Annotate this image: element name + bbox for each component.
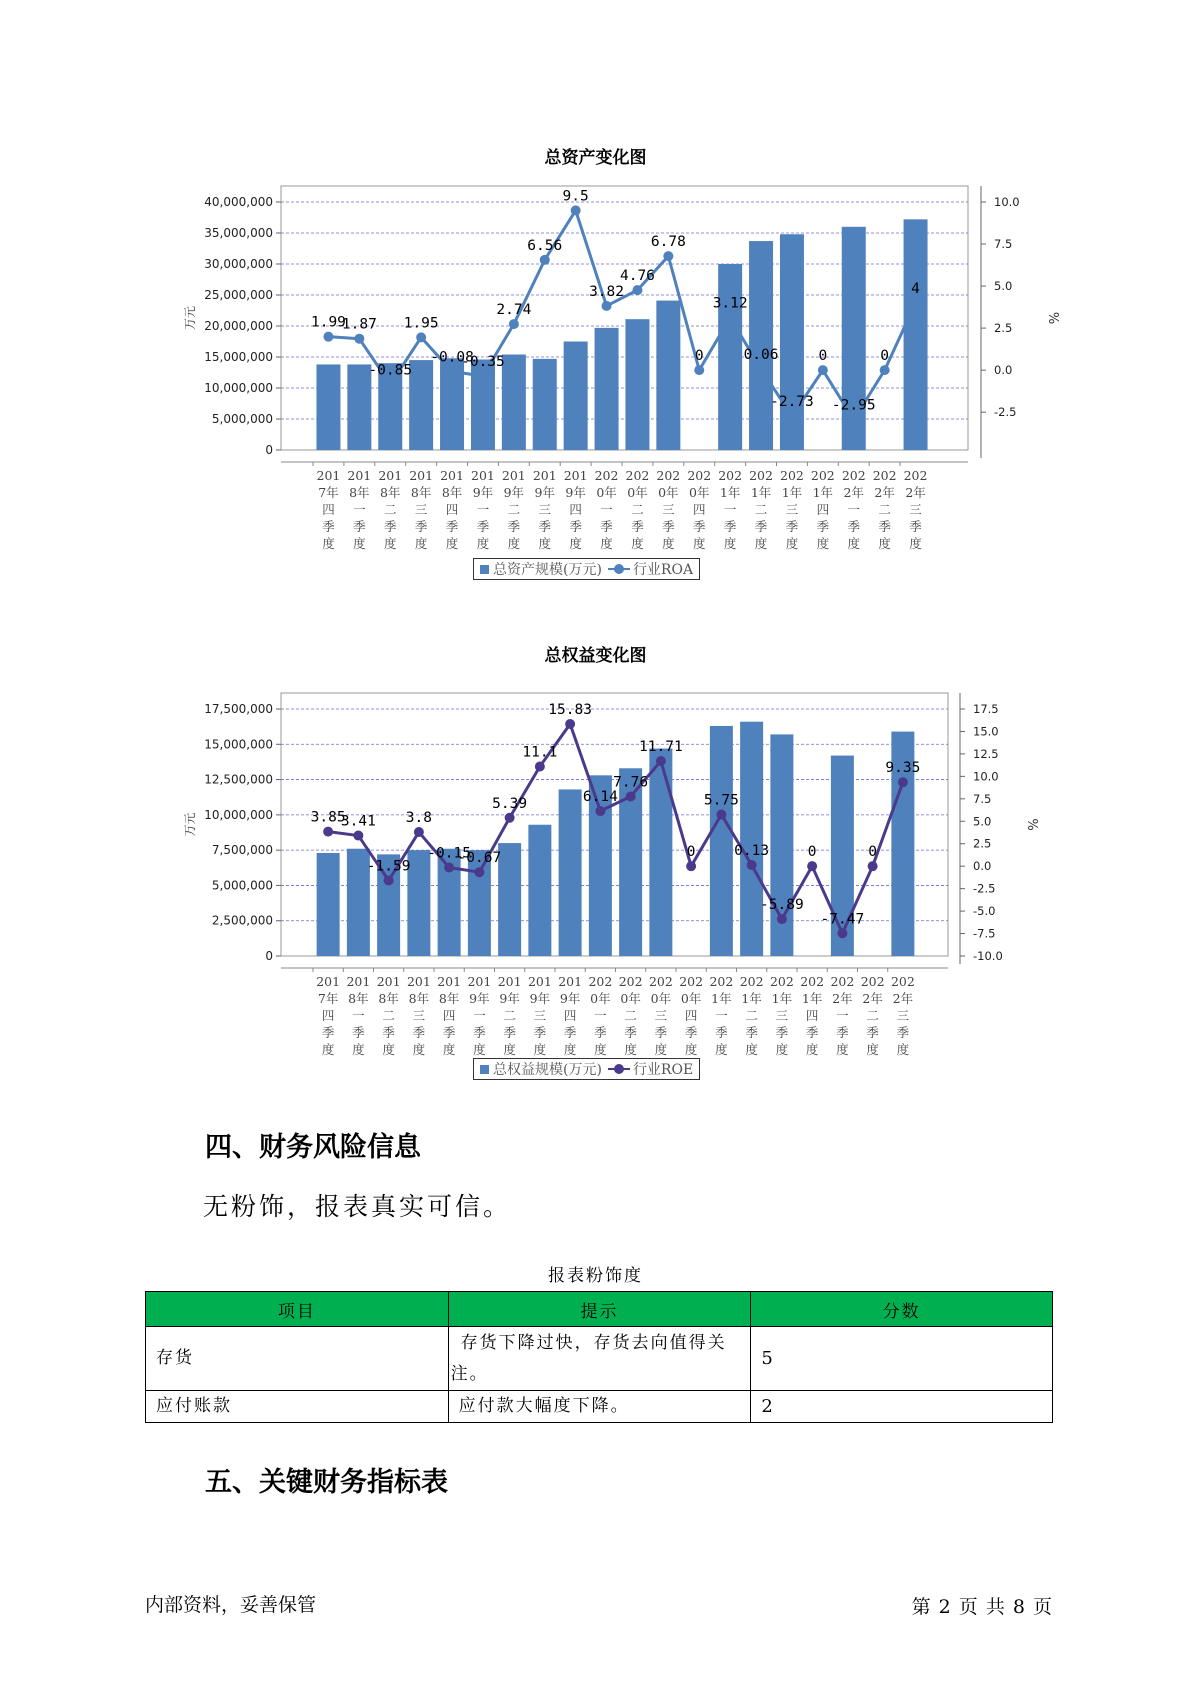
data-label: 5.39: [492, 795, 528, 812]
row-score: 2: [751, 1391, 1053, 1423]
data-label: -0.08: [430, 349, 474, 366]
line-point: [478, 371, 488, 381]
left-tick-label: 25,000,000: [204, 288, 273, 302]
data-label: 9.5: [562, 188, 589, 205]
line-point: [686, 861, 696, 871]
header-hint: 提示: [448, 1292, 751, 1327]
data-label: 1.99: [310, 314, 346, 331]
left-tick-label: 2,500,000: [211, 913, 273, 928]
left-tick-label: 20,000,000: [204, 319, 273, 333]
row-item: 存货: [146, 1327, 449, 1391]
left-tick-label: 10,000,000: [204, 807, 273, 822]
line-point: [444, 863, 454, 873]
category-tick-label: 202 1年一季度: [718, 468, 743, 551]
line-point: [535, 761, 545, 771]
category-tick-label: 202 1年三季度: [769, 974, 794, 1057]
data-label: 0: [818, 348, 828, 365]
line-point: [632, 285, 642, 295]
line-point: [323, 827, 333, 837]
right-tick-label: -10.0: [973, 949, 1003, 963]
data-label: 3.8: [405, 810, 432, 827]
category-tick-label: 202 0年一季度: [588, 974, 613, 1057]
data-label: -0.35: [461, 354, 505, 371]
line-point: [818, 365, 828, 375]
data-label: 4: [911, 280, 920, 297]
left-tick-label: 0: [265, 949, 273, 963]
chart-title-total-assets: 总资产变化图: [544, 148, 647, 168]
data-label: 1.87: [341, 316, 377, 333]
line-point: [911, 298, 921, 308]
left-tick-label: 5,000,000: [211, 412, 273, 426]
left-tick-label: 15,000,000: [204, 350, 273, 364]
category-tick-label: 202 0年一季度: [594, 468, 619, 551]
right-tick-label: -2.5: [994, 405, 1017, 420]
data-label: 0: [868, 844, 877, 861]
category-tick-label: 201 8年三季度: [409, 468, 434, 551]
right-tick-label: 0.0: [994, 363, 1013, 378]
data-label: 9.35: [885, 760, 921, 777]
row-score: 5: [751, 1327, 1053, 1391]
right-tick-label: 0.0: [973, 859, 992, 874]
data-label: 1.95: [403, 315, 439, 332]
left-tick-label: 12,500,000: [204, 772, 273, 787]
category-tick-label: 201 8年二季度: [378, 468, 403, 551]
bar: [533, 359, 557, 450]
data-label: 0: [880, 348, 890, 365]
left-tick-label: 40,000,000: [204, 195, 273, 209]
bar: [656, 301, 680, 450]
line-point: [716, 810, 726, 820]
right-tick-label: 10.0: [973, 769, 999, 784]
data-label: 3.41: [340, 813, 376, 830]
line-point: [626, 791, 636, 801]
category-tick-label: 201 8年四季度: [440, 468, 464, 551]
table-caption: 报表粉饰度: [548, 1266, 643, 1286]
data-label: 3.12: [712, 295, 748, 312]
line-point: [656, 756, 666, 766]
data-label: 11.71: [639, 739, 683, 756]
section-4-text: 无粉饰，报表真实可信。: [203, 1192, 512, 1221]
data-label: -0.15: [427, 845, 471, 862]
line-point: [868, 861, 878, 871]
line-point: [837, 928, 847, 938]
data-label: -5.89: [760, 897, 804, 914]
left-tick-label: 0: [265, 443, 273, 457]
legend-bar-label: 总资产规模(万元): [493, 562, 602, 578]
line-point: [353, 831, 363, 841]
bar: [740, 722, 763, 956]
left-axis-title: 万元: [183, 812, 197, 837]
line-point: [505, 813, 515, 823]
row-hint: 应付款大幅度下降。: [448, 1391, 751, 1423]
line-point: [540, 255, 550, 265]
legend-bar-label: 总权益规模(万元): [493, 1062, 602, 1078]
chart-legend-assets: [473, 558, 700, 580]
line-point: [747, 860, 757, 870]
legend-line-label: 行业ROE: [632, 1062, 694, 1078]
bar: [316, 364, 340, 450]
data-label: -7.47: [820, 911, 865, 928]
category-tick-label: 202 0年二季度: [625, 468, 650, 551]
right-tick-label: 7.5: [994, 237, 1013, 252]
data-label: -1.59: [366, 858, 411, 875]
line-point: [807, 861, 817, 871]
bar: [649, 749, 672, 956]
right-tick-label: 10.0: [994, 195, 1020, 209]
header-score: 分数: [751, 1292, 1053, 1327]
category-tick-label: 202 1年四季度: [810, 468, 835, 551]
total-assets-chart: [0, 170, 1191, 565]
category-tick-label: 202 2年二季度: [872, 468, 897, 551]
line-legend-swatch: [608, 564, 630, 574]
table-row: [146, 1327, 1053, 1391]
right-tick-label: 17.5: [973, 702, 999, 716]
legend-line-label: 行业ROA: [632, 562, 694, 578]
line-point: [777, 914, 787, 924]
data-label: 5.75: [703, 792, 739, 809]
line-point: [354, 334, 364, 344]
category-tick-label: 201 8年一季度: [347, 468, 372, 551]
right-tick-label: 2.5: [994, 321, 1013, 336]
right-tick-label: 5.0: [994, 279, 1013, 294]
line-point: [663, 251, 673, 261]
bar: [498, 843, 521, 956]
category-tick-label: 201 7年四季度: [316, 974, 341, 1057]
category-tick-label: 202 0年三季度: [656, 468, 681, 551]
bar: [564, 342, 588, 451]
category-tick-label: 202 0年二季度: [618, 974, 643, 1057]
data-label: 3.85: [310, 809, 346, 826]
category-tick-label: 202 2年三季度: [903, 468, 928, 551]
line-point: [447, 366, 457, 376]
data-label: 6.56: [527, 237, 563, 254]
line-point: [509, 319, 519, 329]
category-tick-label: 201 9年四季度: [563, 468, 588, 551]
category-tick-label: 202 0年四季度: [687, 468, 712, 551]
data-label: 6.78: [650, 234, 686, 251]
category-tick-label: 202 0年四季度: [679, 974, 704, 1057]
line-point: [414, 827, 424, 837]
bar: [528, 825, 551, 956]
data-label: 0: [807, 844, 817, 861]
right-tick-label: 5.0: [973, 814, 992, 829]
whitewash-table: [145, 1291, 1053, 1423]
category-tick-label: 201 9年三季度: [527, 974, 552, 1057]
right-axis-title: %: [1045, 311, 1060, 325]
category-tick-label: 202 0年三季度: [648, 974, 673, 1057]
table-header-row: [146, 1292, 1053, 1327]
line-point: [474, 867, 484, 877]
chart-title-total-equity: 总权益变化图: [544, 646, 647, 666]
line-point: [602, 301, 612, 311]
line-point: [571, 205, 581, 215]
category-tick-label: 202 1年三季度: [780, 468, 804, 551]
section-5-heading: 五、关键财务指标表: [205, 1467, 448, 1498]
header-item: 项目: [146, 1292, 449, 1327]
line-point: [725, 313, 735, 323]
line-point: [385, 379, 395, 389]
bar: [625, 319, 649, 450]
category-tick-label: 201 8年二季度: [376, 974, 401, 1057]
right-axis-title: %: [1024, 818, 1039, 831]
bar: [595, 328, 619, 450]
category-tick-label: 202 1年一季度: [709, 974, 734, 1057]
category-tick-label: 202 1年四季度: [800, 974, 825, 1057]
data-label: 6.14: [582, 789, 618, 806]
right-tick-label: 12.5: [973, 746, 999, 761]
right-tick-label: -5.0: [973, 904, 996, 919]
data-label: -2.73: [770, 394, 814, 411]
right-tick-label: 7.5: [973, 791, 992, 806]
line-point: [898, 777, 908, 787]
line-point: [384, 875, 394, 885]
bar: [718, 264, 742, 450]
row-hint: 存货下降过快，存货去向值得关注。: [448, 1327, 751, 1391]
category-tick-label: 202 1年二季度: [749, 468, 773, 551]
section-4-heading: 四、财务风险信息: [205, 1132, 421, 1163]
category-tick-label: 201 8年三季度: [406, 974, 431, 1057]
right-tick-label: 15.0: [973, 724, 999, 739]
line-point: [694, 365, 704, 375]
data-label: 0: [686, 844, 696, 861]
category-tick-label: 201 9年一季度: [467, 974, 492, 1057]
data-label: 11.1: [522, 744, 558, 761]
category-tick-label: 201 8年一季度: [346, 974, 371, 1057]
category-tick-label: 202 2年一季度: [841, 468, 866, 551]
table-row: [146, 1391, 1053, 1423]
line-point: [565, 719, 575, 729]
left-tick-label: 30,000,000: [204, 257, 273, 271]
category-tick-label: 201 9年二季度: [501, 468, 526, 551]
row-item: 应付账款: [146, 1391, 449, 1423]
line-point: [595, 806, 605, 816]
left-tick-label: 10,000,000: [204, 381, 273, 395]
bar: [904, 219, 928, 450]
line-point: [880, 365, 890, 375]
footer-confidential: 内部资料，妥善保管: [145, 1594, 317, 1616]
data-label: 7.76: [613, 774, 649, 791]
footer-page-number: 第 2 页 共 8 页: [911, 1596, 1053, 1618]
category-tick-label: 201 9年一季度: [471, 468, 495, 551]
left-tick-label: 5,000,000: [211, 878, 273, 893]
line-point: [787, 411, 797, 421]
left-tick-label: 15,000,000: [204, 737, 273, 752]
data-label: 4.76: [619, 268, 655, 285]
data-label: -2.95: [831, 397, 876, 414]
right-tick-label: 2.5: [973, 836, 992, 851]
data-label: 0.06: [743, 347, 779, 364]
line-legend-swatch: [608, 1064, 630, 1074]
line-point: [416, 332, 426, 342]
category-tick-label: 202 2年三季度: [890, 974, 915, 1057]
left-tick-label: 17,500,000: [204, 702, 273, 716]
bar: [749, 241, 773, 450]
line-point: [323, 332, 333, 342]
bar: [407, 850, 430, 956]
bar-legend-swatch: [480, 1065, 489, 1074]
data-label: 0: [694, 348, 704, 365]
right-tick-label: -2.5: [973, 881, 996, 896]
bar-legend-swatch: [480, 565, 489, 574]
data-label: -0.67: [457, 850, 502, 867]
category-tick-label: 201 9年三季度: [532, 468, 557, 551]
left-tick-label: 7,500,000: [211, 843, 273, 858]
line-point: [756, 364, 766, 374]
chart-legend-equity: [473, 1058, 700, 1080]
category-tick-label: 201 9年四季度: [558, 974, 583, 1057]
category-tick-label: 202 1年二季度: [739, 974, 764, 1057]
data-label: 2.74: [496, 302, 532, 319]
data-label: 15.83: [548, 701, 592, 718]
category-tick-label: 202 2年二季度: [860, 974, 885, 1057]
left-tick-label: 35,000,000: [204, 226, 273, 240]
left-axis-title: 万元: [183, 305, 197, 331]
bar: [317, 853, 340, 956]
bar: [502, 355, 526, 450]
bar: [710, 726, 733, 956]
bar: [409, 360, 433, 450]
data-label: -0.85: [368, 362, 413, 379]
data-label: 3.82: [589, 283, 625, 300]
line-point: [849, 415, 859, 425]
bar: [559, 789, 582, 956]
category-tick-label: 201 9年二季度: [497, 974, 522, 1057]
data-label: 0.13: [734, 843, 770, 860]
total-equity-chart: [0, 670, 1191, 1065]
category-tick-label: 201 8年四季度: [437, 974, 462, 1057]
category-tick-label: 201 7年四季度: [316, 468, 341, 551]
category-tick-label: 202 2年一季度: [830, 974, 855, 1057]
right-tick-label: -7.5: [973, 926, 996, 941]
